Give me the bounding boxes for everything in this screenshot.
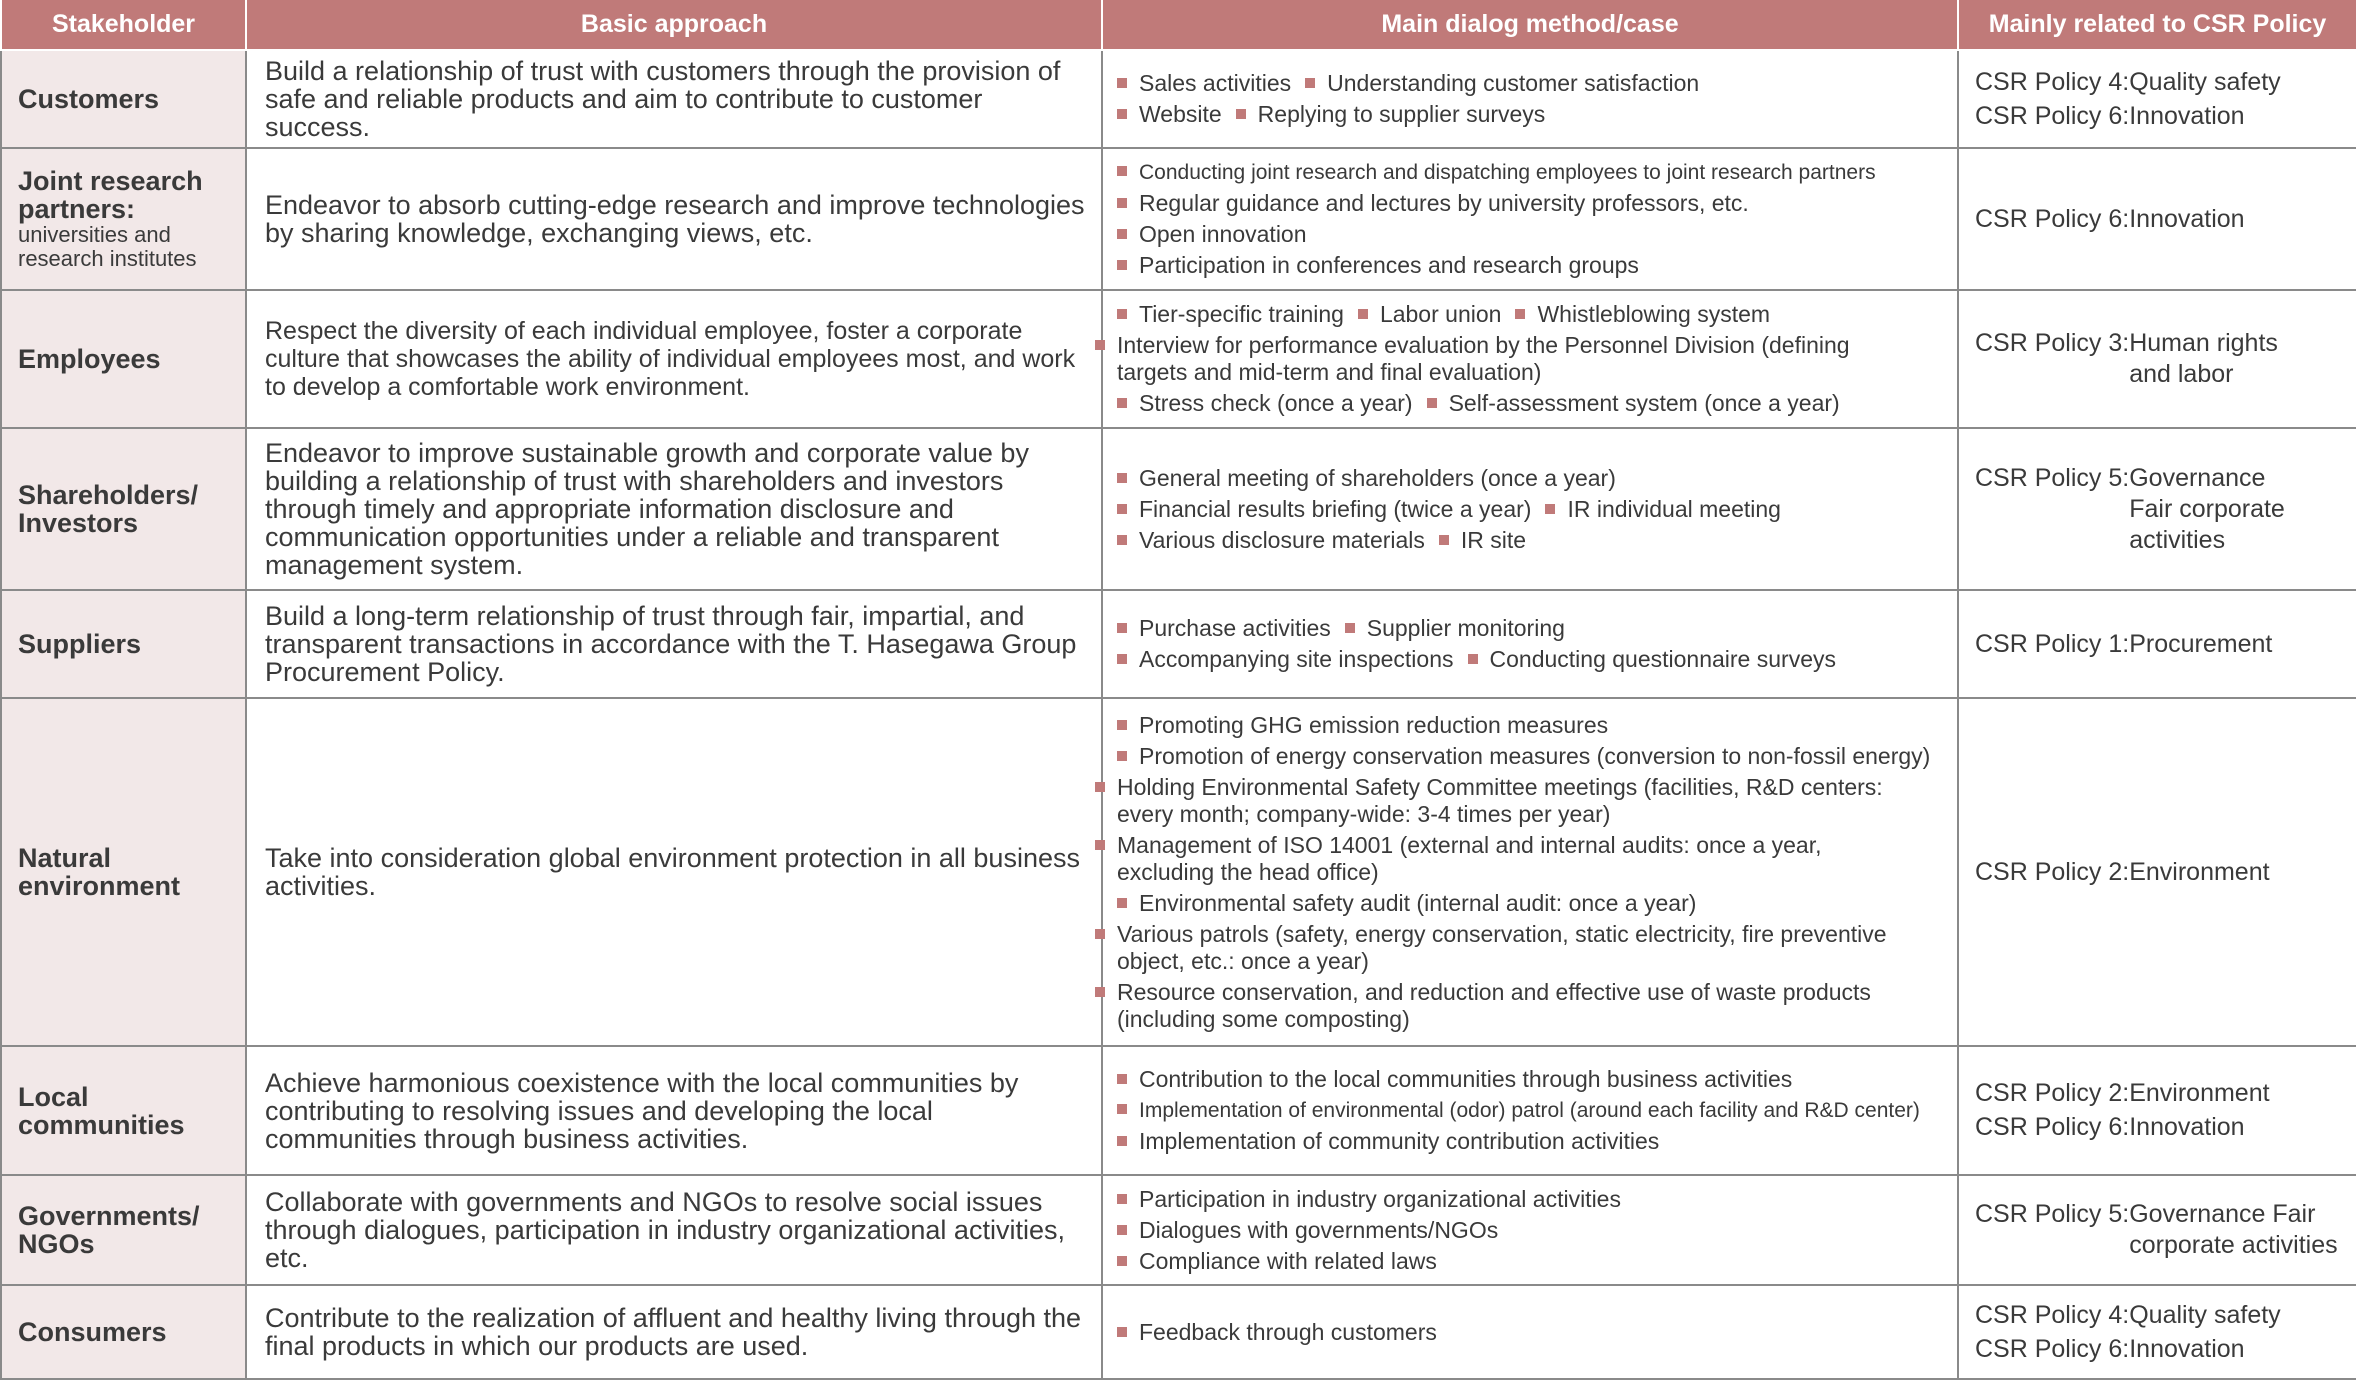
methods-cell [1102, 1175, 1958, 1285]
method-item [1117, 332, 1911, 386]
table-row [1, 1175, 2356, 1285]
method-text: Financial results briefing (twice a year) [1139, 495, 1532, 522]
method-item [1117, 921, 1911, 975]
policy-cell [1958, 698, 2356, 1046]
method-item [1117, 219, 1307, 250]
method-item [1117, 888, 1696, 919]
bullet-square-icon [1117, 198, 1127, 208]
method-text: IR site [1460, 526, 1527, 553]
policy-number: CSR Policy 3: [1975, 329, 2130, 357]
policy-number: CSR Policy 5: [1975, 463, 2130, 492]
method-line [1117, 1095, 1947, 1126]
table-row [1, 1285, 2356, 1379]
policy-entry [1975, 204, 2348, 235]
method-text: Resource conservation, and reduction and effective use of waste products (including some composting) [1117, 978, 1871, 1032]
header-policy: Mainly related to CSR Policy [1958, 0, 2356, 50]
stakeholder-name: Suppliers [18, 629, 142, 659]
policy-entry [1975, 1112, 2348, 1143]
method-line [1117, 330, 1947, 388]
bullet-square-icon [1236, 109, 1246, 119]
policy-topic [2129, 629, 2272, 660]
policy-entry [1975, 1078, 2348, 1109]
policy-topic-line: Innovation [2129, 101, 2245, 130]
method-text: Conducting questionnaire surveys [1489, 646, 1836, 672]
method-line [1117, 388, 1947, 419]
policy-topic-line: Environment [2129, 857, 2270, 886]
method-item [1117, 1064, 1792, 1095]
method-line [1117, 977, 1947, 1035]
method-line [1117, 710, 1947, 741]
bullet-square-icon [1117, 1327, 1127, 1337]
approach-cell: Take into consideration global environment protection in all business activities. [246, 698, 1102, 1046]
bullet-square-icon [1095, 340, 1105, 350]
bullet-square-icon [1117, 166, 1127, 176]
method-text: Various patrols (safety, energy conservation, static electricity, fire preventive object, etc.: once a year) [1117, 920, 1887, 974]
method-item [1117, 1126, 1659, 1157]
method-line [1117, 68, 1947, 99]
bullet-square-icon [1345, 623, 1355, 633]
bullet-square-icon [1117, 1194, 1127, 1204]
approach-cell: Build a long-term relationship of trust through fair, impartial, and transparent transactions in accordance with the T. Hasegawa Group Procurement Policy. [246, 590, 1102, 698]
policy-topic [2129, 463, 2285, 556]
bullet-square-icon [1117, 898, 1127, 908]
method-text: Open innovation [1139, 221, 1307, 247]
method-item [1305, 68, 1699, 99]
methods-cell [1102, 1046, 1958, 1175]
method-line [1117, 613, 1947, 644]
method-item [1545, 494, 1781, 525]
policy-entry [1975, 1334, 2348, 1365]
policy-number: CSR Policy 6: [1975, 101, 2130, 130]
method-text: Compliance with related laws [1139, 1247, 1437, 1274]
method-text: Supplier monitoring [1366, 615, 1565, 641]
policy-topic-line: Fair corporate [2129, 494, 2285, 523]
method-line [1117, 1126, 1947, 1157]
method-text: Feedback through customers [1139, 1318, 1437, 1345]
method-line [1117, 1215, 1947, 1246]
method-item [1468, 644, 1836, 675]
policy-topic [2129, 204, 2244, 235]
stakeholder-name: Local communities [18, 1081, 185, 1140]
policy-topic-line: activities [2129, 525, 2226, 554]
policy-topic-line: Quality safety [2129, 67, 2281, 96]
policy-number: CSR Policy 4: [1975, 67, 2130, 96]
method-item [1117, 250, 1639, 281]
policy-topic-line: Quality safety [2129, 1300, 2281, 1329]
method-item [1117, 299, 1344, 330]
policy-number: CSR Policy 6: [1975, 1334, 2130, 1363]
bullet-square-icon [1095, 929, 1105, 939]
policy-entry [1975, 328, 2348, 390]
stakeholder-subtitle: universities and research institutes [18, 222, 197, 271]
header-row [1, 0, 2356, 50]
bullet-square-icon [1117, 473, 1127, 483]
method-line [1117, 1246, 1947, 1277]
header-approach: Basic approach [246, 0, 1102, 50]
policy-number: CSR Policy 1: [1975, 629, 2130, 658]
policy-cell [1958, 1285, 2356, 1379]
policy-entry [1975, 1199, 2348, 1261]
policy-cell [1958, 290, 2356, 428]
bullet-square-icon [1305, 78, 1315, 88]
method-line [1117, 644, 1947, 675]
bullet-square-icon [1117, 1104, 1127, 1114]
methods-cell [1102, 1285, 1958, 1379]
stakeholder-cell [1, 698, 246, 1046]
method-item [1427, 388, 1840, 419]
method-line [1117, 99, 1947, 130]
method-item [1117, 832, 1911, 886]
method-item [1117, 741, 1930, 772]
method-text: Understanding customer satisfaction [1327, 70, 1700, 96]
bullet-square-icon [1117, 1256, 1127, 1266]
policy-topic-line: Innovation [2129, 1334, 2245, 1363]
method-line [1117, 494, 1947, 525]
stakeholder-name: Consumers [18, 1317, 167, 1347]
bullet-square-icon [1439, 535, 1449, 545]
method-text: Self-assessment system (once a year) [1448, 390, 1840, 416]
method-line [1117, 157, 1947, 188]
policy-entry [1975, 463, 2348, 556]
stakeholder-name: Customers [18, 84, 160, 114]
method-item [1345, 613, 1565, 644]
policy-cell [1958, 1046, 2356, 1175]
bullet-square-icon [1117, 623, 1127, 633]
method-text: Replying to supplier surveys [1257, 101, 1546, 127]
methods-cell [1102, 428, 1958, 590]
method-text: Labor union [1379, 301, 1502, 327]
bullet-square-icon [1117, 504, 1127, 514]
method-item [1236, 99, 1546, 130]
bullet-square-icon [1117, 1136, 1127, 1146]
method-item [1117, 774, 1911, 828]
method-text: Whistleblowing system [1537, 301, 1771, 327]
method-item [1117, 388, 1413, 419]
policy-topic-line: Innovation [2129, 204, 2245, 233]
method-item [1117, 1317, 1437, 1348]
policy-cell [1958, 50, 2356, 148]
header-stakeholder: Stakeholder [1, 0, 246, 50]
method-text: Holding Environmental Safety Committee meetings (facilities, R&D centers: every month; company-wide: 3-4 times per year) [1117, 773, 1883, 827]
stakeholder-name: Joint research partners: [18, 166, 203, 224]
approach-cell: Build a relationship of trust with customers through the provision of safe and reliable products and aim to contribute to customer success. [246, 50, 1102, 148]
method-text: Purchase activities [1139, 615, 1331, 641]
method-text: Participation in industry organizational activities [1139, 1185, 1621, 1212]
policy-entry [1975, 1300, 2348, 1331]
policy-entry [1975, 101, 2348, 132]
method-item [1117, 463, 1616, 494]
method-line [1117, 1064, 1947, 1095]
policy-topic-line: and labor [2129, 360, 2234, 388]
bullet-square-icon [1117, 260, 1127, 270]
method-item [1117, 1095, 1920, 1126]
bullet-square-icon [1545, 504, 1555, 514]
methods-cell [1102, 50, 1958, 148]
bullet-square-icon [1117, 398, 1127, 408]
method-line [1117, 525, 1947, 556]
stakeholder-name: Natural environment [18, 843, 181, 901]
method-line [1117, 1184, 1947, 1215]
method-line [1117, 888, 1947, 919]
method-line [1117, 1317, 1947, 1348]
method-text: Tier-specific training [1139, 301, 1344, 327]
method-item [1117, 68, 1291, 99]
approach-cell: Achieve harmonious coexistence with the local communities by contributing to resolving issues and developing the local communities through business activities. [246, 1046, 1102, 1175]
method-line [1117, 830, 1947, 888]
stakeholder-name: Employees [18, 344, 161, 374]
method-text: Interview for performance evaluation by the Personnel Division (defining targets and mid-term and final evaluation) [1117, 332, 1850, 385]
method-line [1117, 919, 1947, 977]
approach-cell: Endeavor to improve sustainable growth and corporate value by building a relationship of trust with shareholders and investors through timely and appropriate information disclosure and communication opportunities under a reliable and transparent management system. [246, 428, 1102, 590]
method-text: Promotion of energy conservation measures (conversion to non-fossil energy) [1139, 742, 1931, 769]
method-text: Management of ISO 14001 (external and internal audits: once a year, excluding the head office) [1117, 831, 1822, 885]
policy-topic [2129, 328, 2278, 390]
method-item [1117, 1246, 1437, 1277]
bullet-square-icon [1095, 782, 1105, 792]
policy-number: CSR Policy 4: [1975, 1300, 2130, 1329]
methods-cell [1102, 698, 1958, 1046]
method-text: Stress check (once a year) [1139, 390, 1413, 416]
method-text: Contribution to the local communities through business activities [1139, 1066, 1793, 1092]
bullet-square-icon [1468, 654, 1478, 664]
method-line [1117, 772, 1947, 830]
stakeholder-cell [1, 1285, 246, 1379]
method-item [1117, 525, 1425, 556]
method-text: Website [1139, 101, 1222, 127]
bullet-square-icon [1515, 309, 1525, 319]
table-row [1, 698, 2356, 1046]
approach-cell: Collaborate with governments and NGOs to resolve social issues through dialogues, participation in industry organizational activities, etc. [246, 1175, 1102, 1285]
table-row [1, 50, 2356, 148]
bullet-square-icon [1117, 535, 1127, 545]
policy-number: CSR Policy 2: [1975, 1079, 2130, 1107]
methods-cell [1102, 590, 1958, 698]
method-text: Conducting joint research and dispatching employees to joint research partners [1139, 161, 1876, 184]
stakeholder-cell [1, 428, 246, 590]
policy-entry [1975, 857, 2348, 888]
stakeholder-name: Governments/ NGOs [18, 1201, 200, 1259]
method-item [1117, 494, 1531, 525]
method-text: Regular guidance and lectures by university professors, etc. [1139, 190, 1749, 216]
policy-number: CSR Policy 2: [1975, 857, 2130, 886]
policy-cell [1958, 148, 2356, 290]
bullet-square-icon [1095, 840, 1105, 850]
bullet-square-icon [1117, 109, 1127, 119]
method-item [1117, 1184, 1621, 1215]
method-item [1439, 525, 1526, 556]
method-text: Participation in conferences and research groups [1139, 252, 1639, 278]
policy-topic [2129, 1300, 2280, 1331]
stakeholder-cell [1, 1175, 246, 1285]
table-row [1, 590, 2356, 698]
method-text: Promoting GHG emission reduction measures [1139, 711, 1609, 738]
method-line [1117, 219, 1947, 250]
policy-topic [2129, 1199, 2337, 1261]
policy-topic-line: Governance [2129, 463, 2266, 492]
stakeholder-cell [1, 50, 246, 148]
method-text: General meeting of shareholders (once a year) [1139, 464, 1616, 491]
method-line [1117, 188, 1947, 219]
method-text: Environmental safety audit (internal audit: once a year) [1139, 889, 1697, 916]
policy-cell [1958, 1175, 2356, 1285]
stakeholder-name: Shareholders/ Investors [18, 480, 199, 538]
policy-topic [2129, 1334, 2244, 1365]
method-item [1515, 299, 1770, 330]
method-text: Sales activities [1139, 70, 1292, 96]
approach-cell: Contribute to the realization of affluent and healthy living through the final products in which our products are used. [246, 1285, 1102, 1379]
method-item [1117, 188, 1749, 219]
policy-topic-line: Innovation [2129, 1113, 2245, 1141]
bullet-square-icon [1095, 987, 1105, 997]
bullet-square-icon [1117, 1074, 1127, 1084]
table-row [1, 290, 2356, 428]
policy-topic-line: Governance Fair [2129, 1200, 2316, 1228]
method-line [1117, 299, 1947, 330]
policy-topic [2129, 857, 2269, 888]
policy-entry [1975, 67, 2348, 98]
method-item [1117, 710, 1608, 741]
methods-cell [1102, 148, 1958, 290]
method-text: Implementation of community contribution activities [1139, 1128, 1660, 1154]
method-text: Various disclosure materials [1139, 526, 1425, 553]
bullet-square-icon [1427, 398, 1437, 408]
bullet-square-icon [1117, 309, 1127, 319]
bullet-square-icon [1117, 720, 1127, 730]
policy-topic [2129, 1112, 2244, 1143]
bullet-square-icon [1117, 654, 1127, 664]
method-item [1358, 299, 1502, 330]
stakeholder-cell [1, 1046, 246, 1175]
policy-topic [2129, 67, 2280, 98]
method-item [1117, 644, 1454, 675]
policy-topic-line: Environment [2129, 1079, 2270, 1107]
method-item [1117, 1215, 1498, 1246]
header-methods: Main dialog method/case [1102, 0, 1958, 50]
policy-topic-line: Procurement [2129, 629, 2273, 658]
stakeholder-cell [1, 290, 246, 428]
policy-number: CSR Policy 5: [1975, 1200, 2130, 1228]
method-line [1117, 741, 1947, 772]
policy-topic [2129, 101, 2244, 132]
method-item [1117, 99, 1222, 130]
method-text: IR individual meeting [1567, 495, 1781, 522]
bullet-square-icon [1117, 229, 1127, 239]
bullet-square-icon [1117, 78, 1127, 88]
method-item [1117, 157, 1876, 188]
method-item [1117, 613, 1331, 644]
approach-cell: Respect the diversity of each individual employee, foster a corporate culture that showcases the ability of individual employees most, and work to develop a comfortable work environment. [246, 290, 1102, 428]
method-line [1117, 463, 1947, 494]
policy-number: CSR Policy 6: [1975, 204, 2130, 233]
method-line [1117, 250, 1947, 281]
policy-entry [1975, 629, 2348, 660]
method-text: Implementation of environmental (odor) patrol (around each facility and R&D center) [1139, 1099, 1920, 1122]
table-row [1, 1046, 2356, 1175]
bullet-square-icon [1117, 751, 1127, 761]
stakeholder-cell [1, 590, 246, 698]
method-text: Dialogues with governments/NGOs [1139, 1216, 1499, 1243]
policy-cell [1958, 428, 2356, 590]
policy-topic-line: corporate activities [2129, 1231, 2338, 1259]
policy-cell [1958, 590, 2356, 698]
table-row [1, 148, 2356, 290]
method-text: Accompanying site inspections [1139, 646, 1454, 672]
stakeholder-cell [1, 148, 246, 290]
bullet-square-icon [1358, 309, 1368, 319]
methods-cell [1102, 290, 1958, 428]
bullet-square-icon [1117, 1225, 1127, 1235]
approach-cell: Endeavor to absorb cutting-edge research and improve technologies by sharing knowledge, exchanging views, etc. [246, 148, 1102, 290]
policy-topic [2129, 1078, 2269, 1109]
table-row [1, 428, 2356, 590]
policy-topic-line: Human rights [2129, 329, 2278, 357]
method-item [1117, 979, 1911, 1033]
policy-number: CSR Policy 6: [1975, 1113, 2130, 1141]
